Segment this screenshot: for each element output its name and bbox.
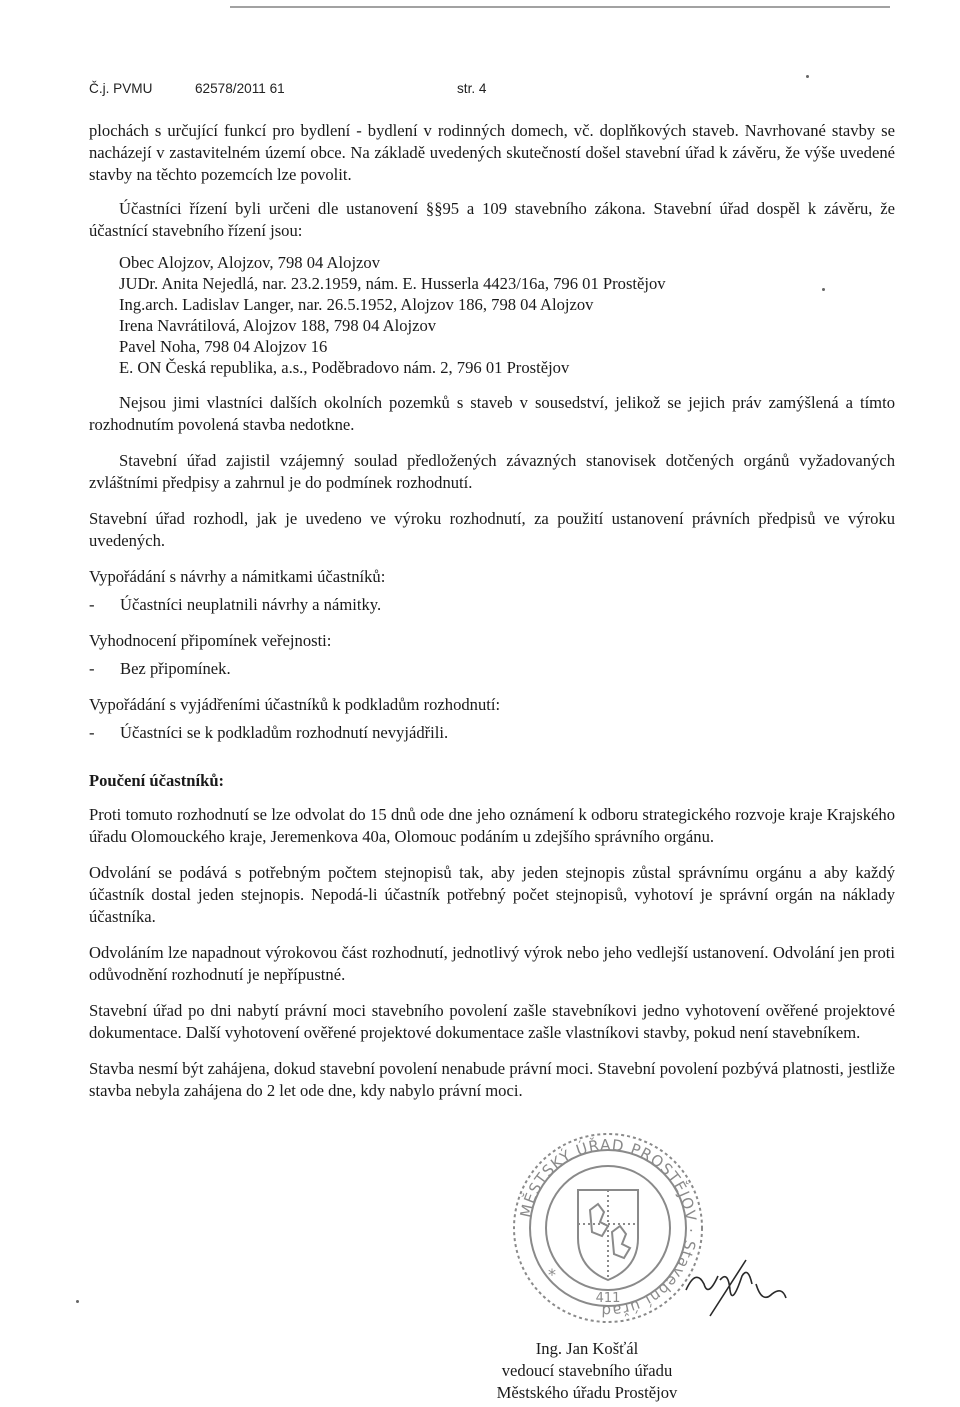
instruction-heading: Poučení účastníků: xyxy=(89,771,225,790)
paragraph-decision: Stavební úřad rozhodl, jak je uvedeno ve výroku rozhodnutí, za použití ustanovení právních předpisů ve výroku uvedených. xyxy=(89,509,895,550)
settlement-public-title: Vyhodnocení připomínek veřejnosti: xyxy=(89,631,332,650)
settlement-proposals-text: Účastníci neuplatnili návrhy a námitky. xyxy=(120,595,382,614)
page-header xyxy=(89,78,499,100)
dash-bullet: - xyxy=(89,723,95,742)
dash-bullet: - xyxy=(89,659,95,678)
settlement-proposals-title: Vypořádání s návrhy a námitkami účastníků: xyxy=(89,567,386,586)
participant-item: Pavel Noha, 798 04 Alojzov 16 xyxy=(119,337,328,356)
participant-item: Obec Alojzov, Alojzov, 798 04 Alojzov xyxy=(119,253,381,272)
paragraph-participants-intro: Účastníci řízení byli určeni dle ustanovení §§95 a 109 stavebního zákona. Stavební úřad dospěl k závěru, že účastnící stavebního řízení jsou: xyxy=(89,199,895,240)
dash-bullet: - xyxy=(89,595,95,614)
settlement-public-text: Bez připomínek. xyxy=(120,659,231,678)
instruction-validity: Stavba nesmí být zahájena, dokud stavební povolení nenabude právní moci. Stavební povolení pozbývá platnosti, jestliže stavba nebyla zahájena do 2 let ode dne, kdy nabylo právní moci. xyxy=(89,1059,895,1100)
instruction-documentation: Stavební úřad po dni nabytí právní moci stavebního povolení zašle stavebníkovi jedno vyhotovení ověřené projektové dokumentace. Další vyhotovení ověřené projektové dokumentace zašle vlastníkovi stavby, pokud není stavebníkem. xyxy=(89,1001,895,1042)
office-stamp xyxy=(508,1128,708,1328)
stamp-circular-text: MĚSTSKÝ ÚŘAD PROSTĚJOV · Stavební úřad xyxy=(516,1135,701,1321)
paragraph-opinions: Stavební úřad zajistil vzájemný soulad předložených závazných stanovisek dotčených orgánů vyžadovaných zvláštními předpisy a zahrnul je do podmínek rozhodnutí. xyxy=(89,451,895,492)
signatory-office: Městského úřadu Prostějov xyxy=(496,1383,678,1402)
signatory-name: Ing. Jan Košťál xyxy=(535,1339,639,1358)
scan-speck xyxy=(806,75,809,78)
signatory-role: vedoucí stavebního úřadu xyxy=(501,1361,673,1380)
paragraph-zoning: plochách s určující funkcí pro bydlení - bydlení v rodinných domech, vč. doplňkových staveb. Navrhované stavby se nacházejí v zastavitelném území obce. Na základě uvedených skutečností došel stavební úřad k závěru, že výše uvedené stavby na těchto pozemcích lze povolit. xyxy=(89,121,895,184)
settlement-statements-title: Vypořádání s vyjádřeními účastníků k podkladům rozhodnutí: xyxy=(89,695,501,714)
participant-item: E. ON Česká republika, a.s., Poděbradovo nám. 2, 796 01 Prostějov xyxy=(119,358,570,377)
instruction-appeal: Proti tomuto rozhodnutí se lze odvolat do 15 dnů ode dne jeho oznámení k odboru strategického rozvoje kraje Krajského úřadu Olomouckého kraje, Jeremenkova 40a, Olomouc podáním u zdejšího správního orgánu. xyxy=(89,805,895,846)
participant-list xyxy=(119,252,895,378)
instruction-copies: Odvolání se podává s potřebným počtem stejnopisů tak, aby jeden stejnopis zůstal správnímu orgánu a aby každý účastník dostal jeden stejnopis. Nepodá-li účastník potřebný počet stejnopisů, vyhotoví je správní orgán na náklady účastníka. xyxy=(89,863,895,926)
participant-item: Irena Navrátilová, Alojzov 188, 798 04 Alojzov xyxy=(119,316,437,335)
signature-block xyxy=(482,1338,692,1404)
reference-label: Č.j. PVMU xyxy=(89,81,153,96)
svg-text:*: * xyxy=(548,1265,556,1284)
stamp-number: 411 xyxy=(595,1291,621,1306)
paragraph-neighbours: Nejsou jimi vlastníci dalších okolních pozemků s staveb v sousedství, jelikož se jejich práv zamýšlená a tímto rozhodnutím povolená stavba nedotkne. xyxy=(89,393,895,434)
settlement-public-item xyxy=(89,658,895,680)
settlement-statements-item xyxy=(89,722,895,744)
scan-top-edge-line xyxy=(230,6,890,8)
scan-speck xyxy=(76,1300,79,1303)
settlement-proposals-item xyxy=(89,594,895,616)
handwritten-signature xyxy=(680,1250,830,1320)
reference-number: 62578/2011 61 xyxy=(195,81,285,96)
page-number: str. 4 xyxy=(457,81,487,96)
participant-item: Ing.arch. Ladislav Langer, nar. 26.5.1952, Alojzov 186, 798 04 Alojzov xyxy=(119,295,594,314)
instruction-scope: Odvoláním lze napadnout výrokovou část rozhodnutí, jednotlivý výrok nebo jeho vedlejší ustanovení. Odvolání jen proti odůvodnění rozhodnutí je nepřípustné. xyxy=(89,943,895,984)
document-body xyxy=(89,120,895,1102)
participant-item: JUDr. Anita Nejedlá, nar. 23.2.1959, nám. E. Husserla 4423/16a, 796 01 Prostějov xyxy=(119,274,666,293)
settlement-statements-text: Účastníci se k podkladům rozhodnutí nevyjádřili. xyxy=(120,723,449,742)
